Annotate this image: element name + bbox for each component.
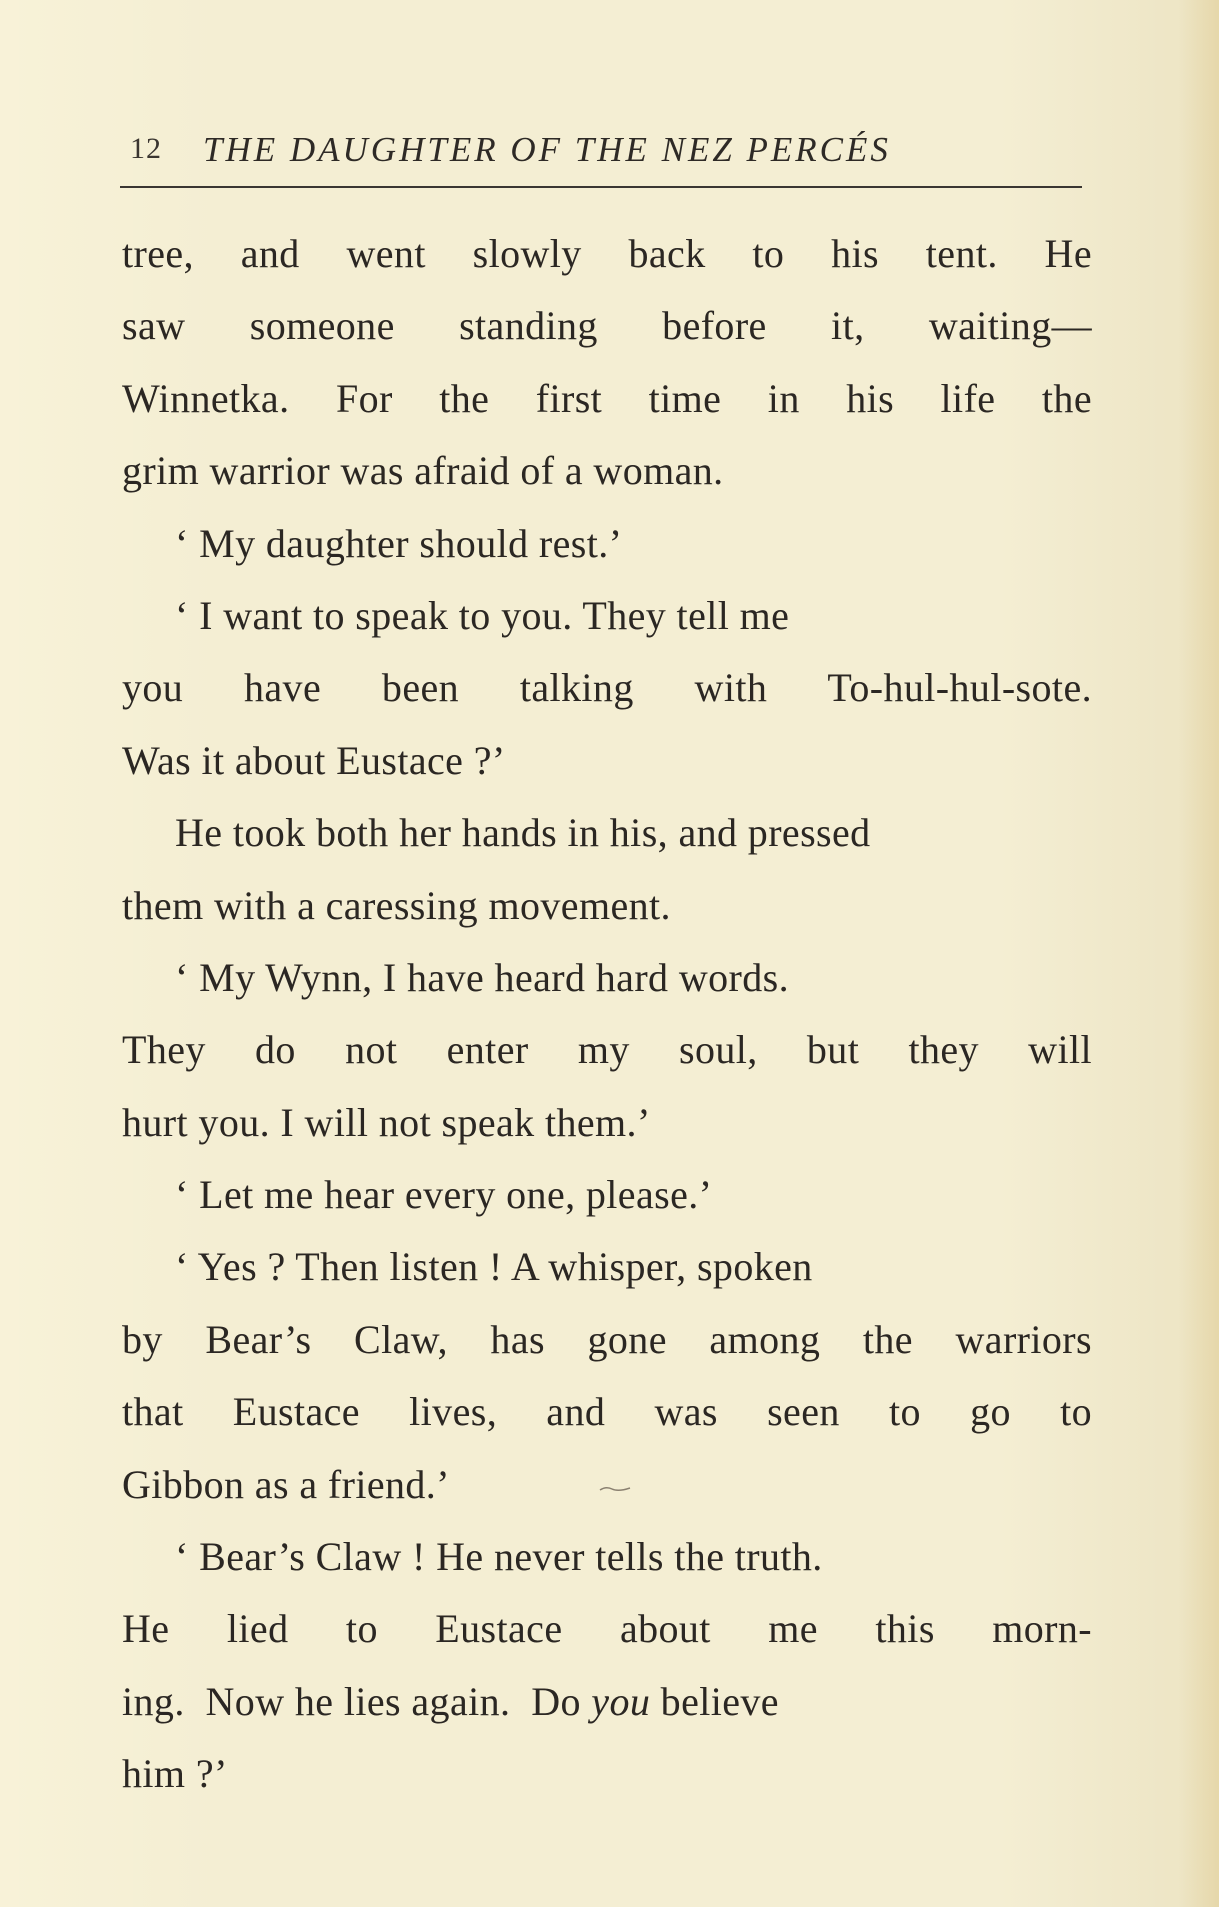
text-segment: believe <box>650 1678 779 1724</box>
text-line: ‘ Let me hear every one, please.’ <box>175 1172 713 1218</box>
text-line: hurt you. I will not speak them.’ <box>122 1099 651 1145</box>
text-line: them with a caressing movement. <box>122 882 671 928</box>
text-segment: ing. Now he lies again. Do <box>122 1678 592 1724</box>
running-title: THE DAUGHTER OF THE NEZ PERCÉS <box>203 130 891 169</box>
text-line: Gibbon as a friend.’ <box>122 1461 450 1507</box>
text-line: Was it about Eustace ?’ <box>122 737 506 783</box>
text-line: grim warrior was afraid of a woman. <box>122 448 724 494</box>
text-line: tree, and went slowly back to his tent. He <box>122 231 1092 276</box>
header-rule <box>120 186 1082 188</box>
text-line: ‘ I want to speak to you. They tell me <box>175 592 790 638</box>
text-line: you have been talking with To-hul-hul-sote. <box>122 665 1092 711</box>
page-number: 12 <box>130 132 162 165</box>
italic-emphasis: you <box>591 1678 651 1724</box>
text-line: him ?’ <box>122 1751 228 1797</box>
text-line: ‘ Yes ? Then listen ! A whisper, spoken <box>175 1244 813 1290</box>
text-line: They do not enter my soul, but they will <box>122 1027 1092 1073</box>
text-line: Winnetka. For the first time in his life the <box>122 375 1092 421</box>
text-line: that Eustace lives, and was seen to go to <box>122 1389 1092 1435</box>
body-text <box>122 218 1102 1811</box>
page-header <box>130 130 1090 176</box>
text-line: He lied to Eustace about me this morn- <box>122 1606 1092 1652</box>
text-line: saw someone standing before it, waiting— <box>122 303 1092 349</box>
page-edge-shading <box>1179 0 1219 1907</box>
text-line: He took both her hands in his, and pressed <box>175 810 871 856</box>
text-line: ‘ Bear’s Claw ! He never tells the truth. <box>175 1534 823 1580</box>
text-line <box>122 1666 1102 1738</box>
text-line: ‘ My Wynn, I have heard hard words. <box>175 954 790 1000</box>
text-line: by Bear’s Claw, has gone among the warriors <box>122 1316 1092 1362</box>
text-line: ‘ My daughter should rest.’ <box>175 520 623 566</box>
ink-speck <box>598 1483 632 1493</box>
